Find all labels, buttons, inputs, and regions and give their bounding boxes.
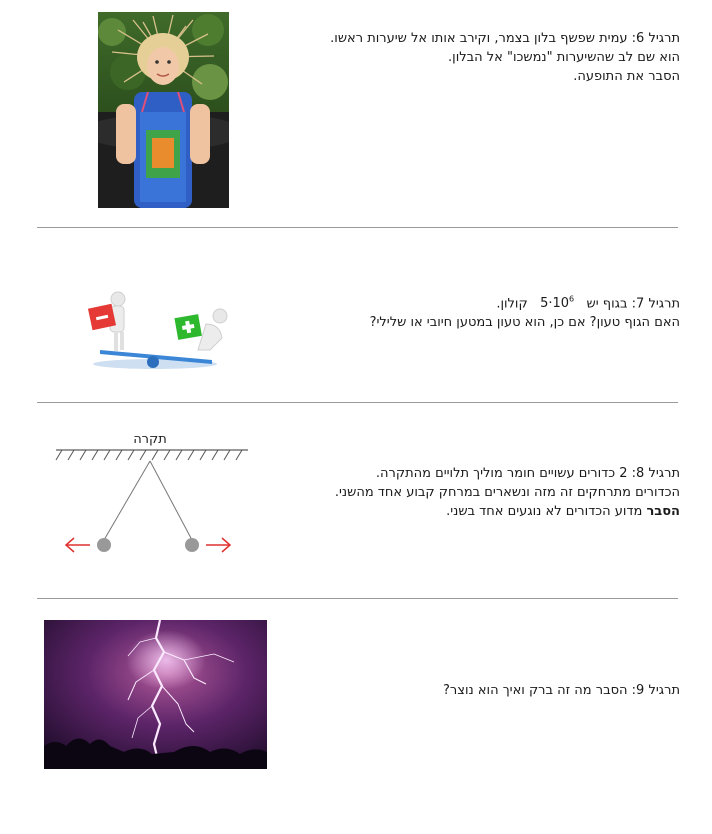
exercise-6-line-3: הסבר את התופעה. <box>573 69 680 84</box>
exercise-8-line-3-rest: מדוע הכדורים לא נוגעים אחד בשני. <box>446 504 647 519</box>
ceiling-label: תקרה <box>133 432 167 447</box>
right-arrow-icon <box>206 538 230 552</box>
charge-value <box>540 296 574 311</box>
exercise-8-text <box>260 464 680 521</box>
exercise-7-suffix: קולון. <box>496 296 528 312</box>
exercise-9-line-1: תרגיל 9: הסבר מה זה ברק ואיך הוא נוצר? <box>443 683 680 698</box>
exercise-7-text <box>260 290 680 332</box>
girl-static-hair-photo <box>98 12 229 208</box>
charge-seesaw-illustration <box>80 280 240 375</box>
hanging-balls-diagram <box>52 428 252 558</box>
exercise-9-text <box>260 681 680 700</box>
lightning-photo <box>44 620 267 769</box>
exercise-6-line-2: הוא שם לב שהשיערות "נמשכו" אל הבלון. <box>448 50 680 65</box>
divider-1 <box>37 227 678 228</box>
divider-2 <box>37 402 678 403</box>
exercise-7-line-2: האם הגוף טעון? אם כן, הוא טעון במטען חיובי או שלילי? <box>369 315 680 331</box>
left-arrow-icon <box>66 538 90 552</box>
left-ball <box>97 538 111 552</box>
exercise-7-line-1 <box>260 290 680 313</box>
right-ball <box>185 538 199 552</box>
exercise-8-line-1: תרגיל 8: 2 כדורים עשויים חומר מוליך תלויים מהתקרה. <box>375 466 680 481</box>
divider-3 <box>37 598 678 599</box>
explain-bold: הסבר <box>646 504 680 519</box>
exercise-8-line-2: הכדורים מתרחקים זה מזה ונשארים במרחק קבוע אחד מהשני. <box>334 485 680 500</box>
charge-exponent: 6 <box>569 295 575 304</box>
exercise-8-line-3 <box>260 502 680 521</box>
charge-base: 5·10 <box>540 296 570 312</box>
exercise-7-prefix: תרגיל 7: בגוף יש <box>586 296 680 312</box>
exercise-6-line-1: תרגיל 6: עמית שפשף בלון בצמר, וקירב אותו אל שיערות ראשו. <box>330 31 680 46</box>
exercise-6-text <box>260 29 680 86</box>
